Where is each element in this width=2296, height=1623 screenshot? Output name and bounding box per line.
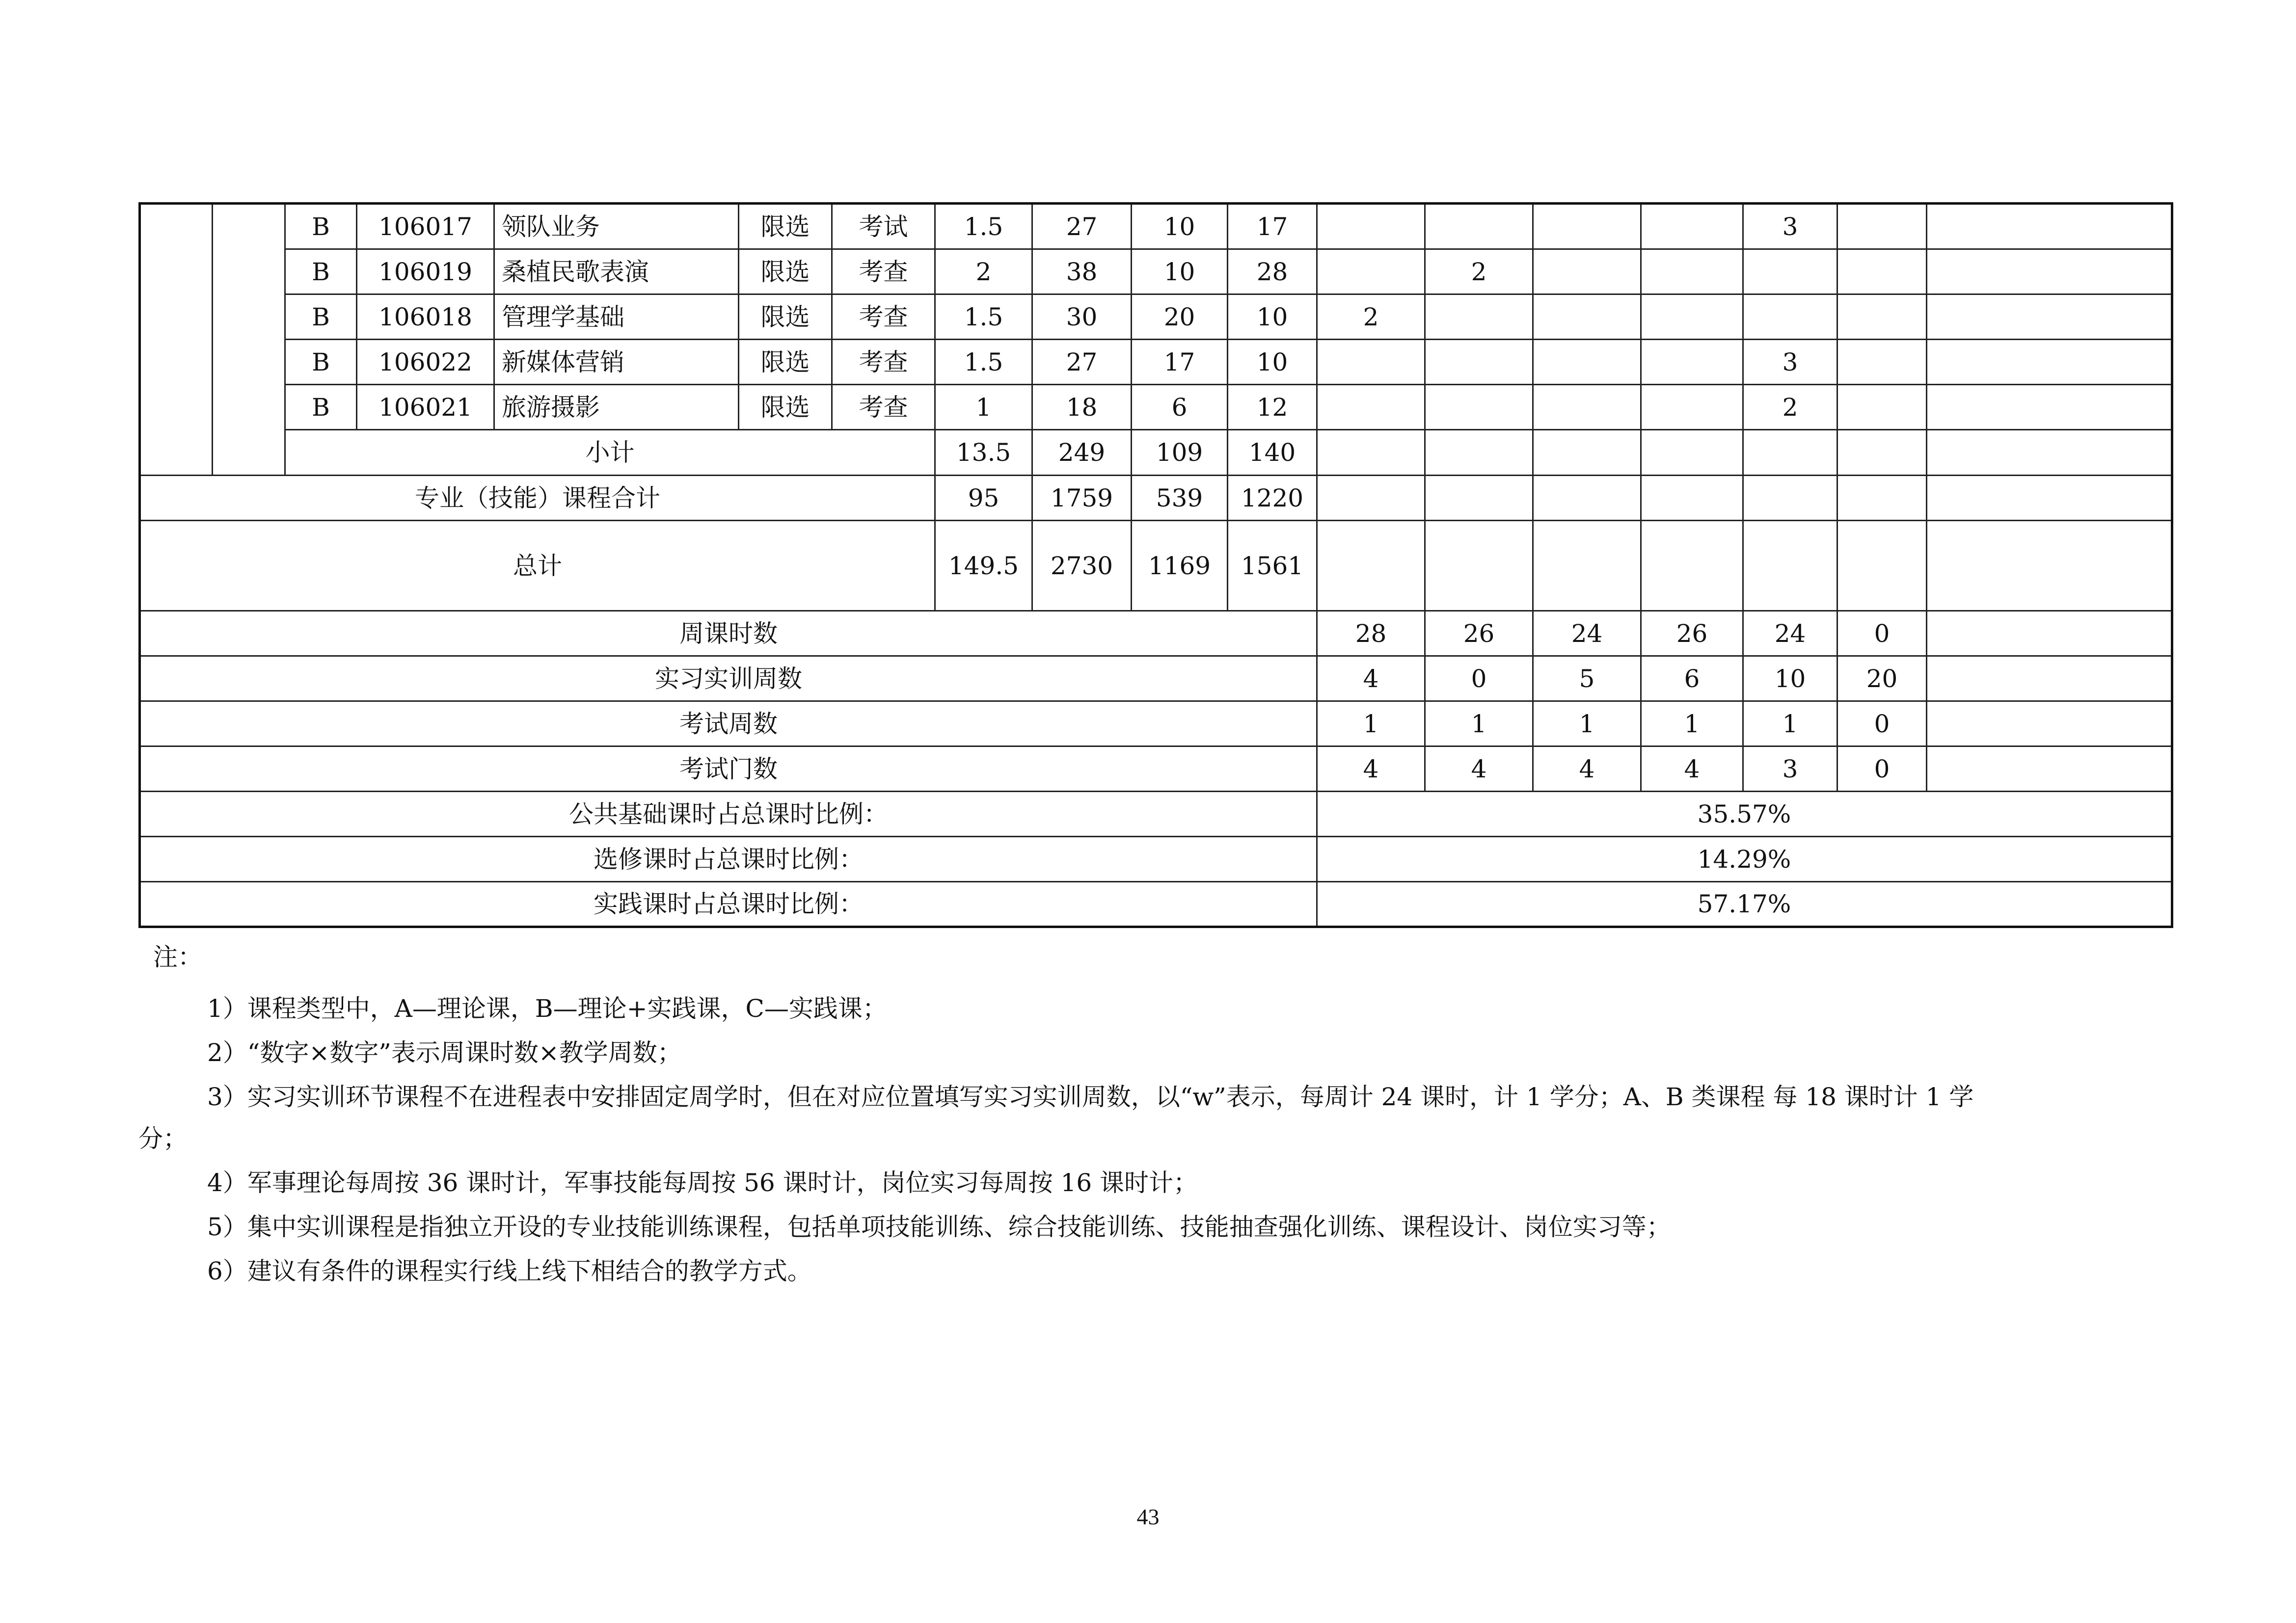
semester-1: 2 [1317, 294, 1425, 340]
note-item: 3）实习实训环节课程不在进程表中安排固定周学时，但在对应位置填写实习实训周数，以“w”表示，每周计 24 课时，计 1 学分；A、B 类课程 每 18 课时计 1 学 [207, 1083, 1974, 1111]
course-practice-hours: 10 [1228, 340, 1317, 385]
semester-6 [1837, 249, 1927, 294]
semester-6 [1837, 385, 1927, 430]
empty-cell [1317, 430, 1425, 476]
major-total-credits: 95 [935, 476, 1032, 521]
empty-cell [1927, 430, 2172, 476]
note-item-continuation: 分； [138, 1124, 188, 1153]
semester-1: 4 [1317, 656, 1425, 701]
empty-cell [1533, 430, 1641, 476]
subtotal-label: 小计 [285, 430, 935, 476]
semester-3: 24 [1533, 611, 1641, 656]
note-item: 2）“数字×数字”表示周课时数×教学周数； [207, 1038, 682, 1067]
major-total-practice-hours: 1220 [1228, 476, 1317, 521]
semester-5: 1 [1743, 701, 1837, 746]
course-code: 106018 [357, 294, 494, 340]
course-total-hours: 38 [1032, 249, 1132, 294]
semester-1: 1 [1317, 701, 1425, 746]
remarks-cell [1927, 249, 2172, 294]
table-row [140, 249, 2172, 294]
empty-cell [1533, 521, 1641, 611]
semester-5: 24 [1743, 611, 1837, 656]
semester-3: 1 [1533, 701, 1641, 746]
ratio-label: 选修课时占总课时比例： [140, 837, 1317, 882]
semester-3 [1533, 340, 1641, 385]
course-credits: 2 [935, 249, 1032, 294]
course-assessment: 考查 [832, 249, 935, 294]
semester-2 [1425, 385, 1533, 430]
semester-1 [1317, 385, 1425, 430]
course-code: 106019 [357, 249, 494, 294]
exam-weeks-label: 考试周数 [140, 701, 1317, 746]
note-item: 6）建议有条件的课程实行线上线下相结合的教学方式。 [207, 1257, 812, 1285]
empty-cell [1837, 476, 1927, 521]
major-total-theory-hours: 539 [1132, 476, 1228, 521]
subtotal-row [140, 430, 2172, 476]
major-total-label: 专业（技能）课程合计 [140, 476, 935, 521]
semester-5: 3 [1743, 746, 1837, 792]
subtotal-theory-hours: 109 [1132, 430, 1228, 476]
course-assessment: 考试 [832, 204, 935, 249]
notes-heading: 注： [153, 943, 202, 971]
subtotal-credits: 13.5 [935, 430, 1032, 476]
semester-6: 0 [1837, 746, 1927, 792]
semester-1 [1317, 204, 1425, 249]
semester-1 [1317, 340, 1425, 385]
course-theory-hours: 10 [1132, 204, 1228, 249]
course-practice-hours: 10 [1228, 294, 1317, 340]
empty-cell [1317, 521, 1425, 611]
semester-4: 4 [1641, 746, 1743, 792]
semester-3: 4 [1533, 746, 1641, 792]
semester-4 [1641, 249, 1743, 294]
semester-6 [1837, 204, 1927, 249]
remarks-cell [1927, 701, 2172, 746]
semester-4 [1641, 204, 1743, 249]
course-theory-hours: 6 [1132, 385, 1228, 430]
course-name: 旅游摄影 [494, 385, 739, 430]
table-row [140, 340, 2172, 385]
subtotal-total-hours: 249 [1032, 430, 1132, 476]
course-credits: 1.5 [935, 340, 1032, 385]
semester-4 [1641, 340, 1743, 385]
weekly-hours-row [140, 611, 2172, 656]
remarks-cell [1927, 385, 2172, 430]
course-name: 桑植民歌表演 [494, 249, 739, 294]
remarks-cell [1927, 611, 2172, 656]
semester-3: 5 [1533, 656, 1641, 701]
course-theory-hours: 20 [1132, 294, 1228, 340]
note-item: 1）课程类型中，A—理论课，B—理论+实践课，C—实践课； [207, 994, 887, 1023]
ratio-row [140, 882, 2172, 927]
practice-weeks-label: 实习实训周数 [140, 656, 1317, 701]
semester-5 [1743, 249, 1837, 294]
course-type: B [285, 249, 357, 294]
course-assessment: 考查 [832, 294, 935, 340]
table-row [140, 294, 2172, 340]
empty-cell [1425, 430, 1533, 476]
semester-1 [1317, 249, 1425, 294]
empty-cell [1743, 521, 1837, 611]
course-selection: 限选 [739, 294, 832, 340]
empty-cell [1927, 476, 2172, 521]
empty-cell [1927, 521, 2172, 611]
semester-1: 28 [1317, 611, 1425, 656]
empty-cell [1743, 476, 1837, 521]
remarks-cell [1927, 294, 2172, 340]
semester-6 [1837, 294, 1927, 340]
course-selection: 限选 [739, 249, 832, 294]
note-item: 5）集中实训课程是指独立开设的专业技能训练课程，包括单项技能训练、综合技能训练、技能抽查强化训练、课程设计、岗位实习等； [207, 1213, 1671, 1241]
course-selection: 限选 [739, 204, 832, 249]
course-total-hours: 18 [1032, 385, 1132, 430]
ratio-value: 57.17% [1317, 882, 2172, 927]
category-cell [140, 204, 213, 476]
semester-4: 26 [1641, 611, 1743, 656]
course-name: 新媒体营销 [494, 340, 739, 385]
course-practice-hours: 12 [1228, 385, 1317, 430]
subcategory-cell [213, 204, 285, 476]
semester-6: 0 [1837, 611, 1927, 656]
semester-3 [1533, 204, 1641, 249]
ratio-value: 35.57% [1317, 792, 2172, 837]
remarks-cell [1927, 204, 2172, 249]
semester-2: 0 [1425, 656, 1533, 701]
course-credits: 1.5 [935, 294, 1032, 340]
ratio-value: 14.29% [1317, 837, 2172, 882]
weekly-hours-label: 周课时数 [140, 611, 1317, 656]
course-assessment: 考查 [832, 340, 935, 385]
empty-cell [1317, 476, 1425, 521]
semester-6: 0 [1837, 701, 1927, 746]
semester-3 [1533, 249, 1641, 294]
exam-count-row [140, 746, 2172, 792]
note-item: 4）军事理论每周按 36 课时计，军事技能每周按 56 课时计，岗位实习每周按 16 课时计； [207, 1169, 1198, 1197]
course-code: 106021 [357, 385, 494, 430]
practice-weeks-row [140, 656, 2172, 701]
table-row [140, 204, 2172, 249]
empty-cell [1641, 521, 1743, 611]
semester-5 [1743, 294, 1837, 340]
semester-3 [1533, 385, 1641, 430]
course-practice-hours: 28 [1228, 249, 1317, 294]
course-assessment: 考查 [832, 385, 935, 430]
empty-cell [1641, 476, 1743, 521]
course-theory-hours: 17 [1132, 340, 1228, 385]
major-total-row [140, 476, 2172, 521]
semester-2 [1425, 204, 1533, 249]
course-name: 领队业务 [494, 204, 739, 249]
course-selection: 限选 [739, 340, 832, 385]
semester-4 [1641, 294, 1743, 340]
grand-total-row [140, 521, 2172, 611]
course-total-hours: 27 [1032, 340, 1132, 385]
remarks-cell [1927, 746, 2172, 792]
remarks-cell [1927, 656, 2172, 701]
grand-total-theory-hours: 1169 [1132, 521, 1228, 611]
empty-cell [1837, 521, 1927, 611]
semester-2: 4 [1425, 746, 1533, 792]
semester-2: 1 [1425, 701, 1533, 746]
semester-5: 3 [1743, 340, 1837, 385]
semester-5: 3 [1743, 204, 1837, 249]
table-row [140, 385, 2172, 430]
semester-4: 1 [1641, 701, 1743, 746]
course-credits: 1.5 [935, 204, 1032, 249]
semester-6 [1837, 340, 1927, 385]
semester-5: 10 [1743, 656, 1837, 701]
empty-cell [1533, 476, 1641, 521]
course-type: B [285, 294, 357, 340]
course-selection: 限选 [739, 385, 832, 430]
grand-total-label: 总计 [140, 521, 935, 611]
semester-5: 2 [1743, 385, 1837, 430]
course-code: 106017 [357, 204, 494, 249]
course-total-hours: 27 [1032, 204, 1132, 249]
empty-cell [1425, 476, 1533, 521]
semester-2: 26 [1425, 611, 1533, 656]
empty-cell [1743, 430, 1837, 476]
major-total-total-hours: 1759 [1032, 476, 1132, 521]
ratio-label: 实践课时占总课时比例： [140, 882, 1317, 927]
course-type: B [285, 385, 357, 430]
subtotal-practice-hours: 140 [1228, 430, 1317, 476]
semester-3 [1533, 294, 1641, 340]
empty-cell [1425, 521, 1533, 611]
exam-count-label: 考试门数 [140, 746, 1317, 792]
ratio-row [140, 837, 2172, 882]
ratio-label: 公共基础课时占总课时比例： [140, 792, 1317, 837]
exam-weeks-row [140, 701, 2172, 746]
empty-cell [1837, 430, 1927, 476]
semester-2: 2 [1425, 249, 1533, 294]
course-type: B [285, 340, 357, 385]
course-type: B [285, 204, 357, 249]
course-plan-table [138, 202, 2173, 928]
semester-6: 20 [1837, 656, 1927, 701]
grand-total-credits: 149.5 [935, 521, 1032, 611]
course-code: 106022 [357, 340, 494, 385]
empty-cell [1641, 430, 1743, 476]
semester-2 [1425, 294, 1533, 340]
grand-total-practice-hours: 1561 [1228, 521, 1317, 611]
ratio-row [140, 792, 2172, 837]
course-credits: 1 [935, 385, 1032, 430]
course-name: 管理学基础 [494, 294, 739, 340]
course-theory-hours: 10 [1132, 249, 1228, 294]
course-practice-hours: 17 [1228, 204, 1317, 249]
semester-2 [1425, 340, 1533, 385]
semester-4 [1641, 385, 1743, 430]
semester-1: 4 [1317, 746, 1425, 792]
grand-total-total-hours: 2730 [1032, 521, 1132, 611]
course-total-hours: 30 [1032, 294, 1132, 340]
remarks-cell [1927, 340, 2172, 385]
page-number: 43 [1136, 1504, 1160, 1529]
semester-4: 6 [1641, 656, 1743, 701]
